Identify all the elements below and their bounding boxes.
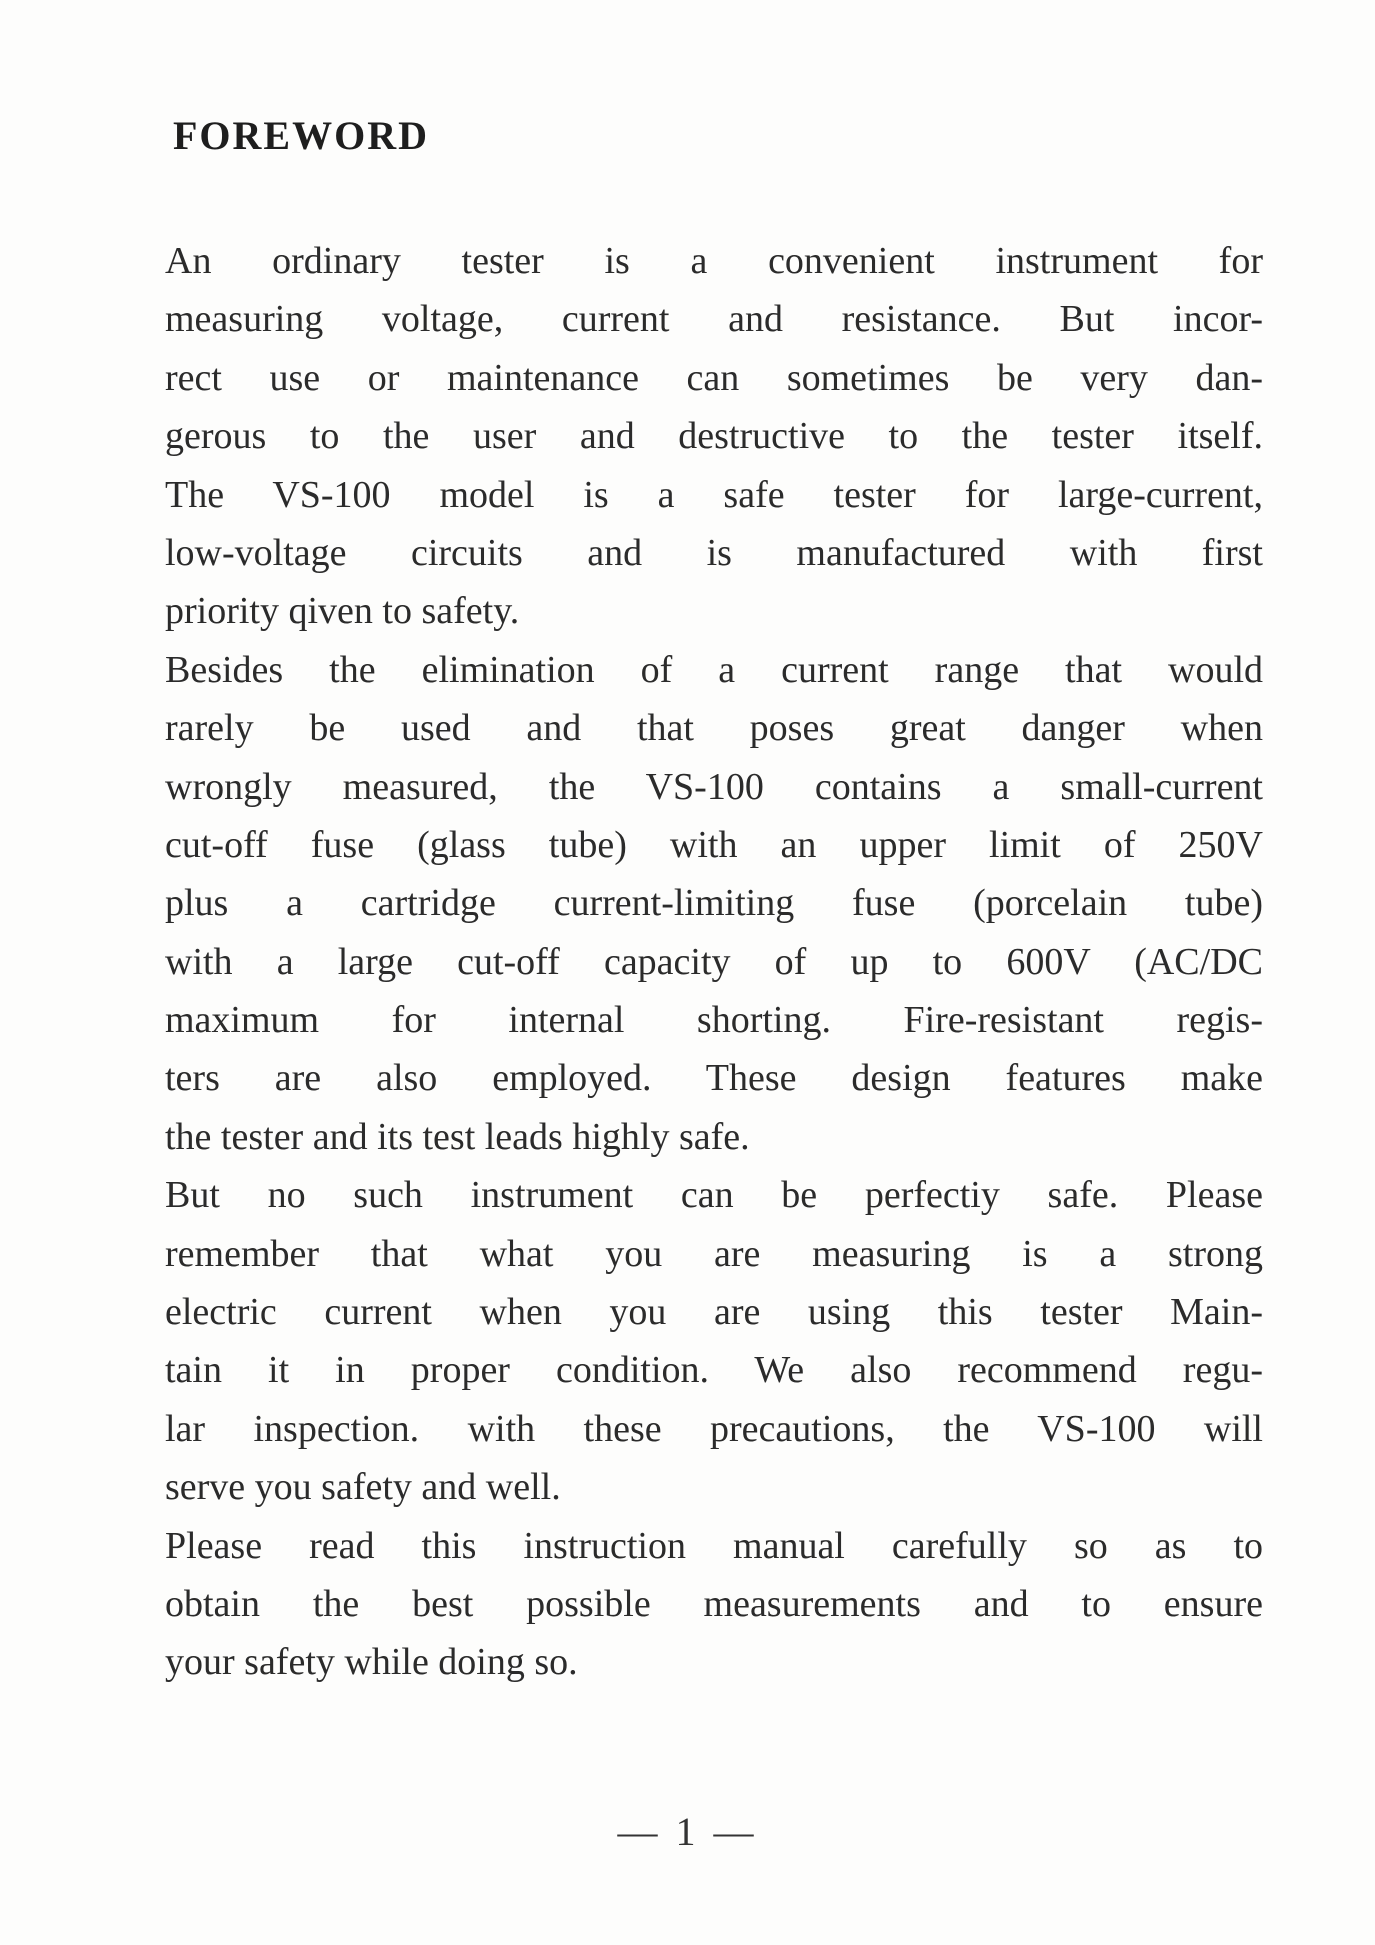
text-line: tain it in proper condition. We also recommend regu- (165, 1349, 1263, 1392)
text-line: wrongly measured, the VS-100 contains a small-current (165, 765, 1263, 808)
text-line: electric current when you are using this tester Main- (165, 1291, 1263, 1334)
text-line: the tester and its test leads highly safe. (165, 1115, 750, 1158)
text-line: your safety while doing so. (165, 1641, 578, 1684)
text-line: measuring voltage, current and resistance. But incor- (165, 298, 1263, 341)
text-line: serve you safety and well. (165, 1466, 561, 1509)
text-line: Please read this instruction manual carefully so as to (165, 1524, 1263, 1567)
text-line: plus a cartridge current-limiting fuse (porcelain tube) (165, 882, 1263, 925)
text-line: remember that what you are measuring is a strong (165, 1232, 1263, 1275)
text-line: cut-off fuse (glass tube) with an upper limit of 250V (165, 823, 1263, 866)
text-line: gerous to the user and destructive to the tester itself. (165, 415, 1263, 458)
text-line: priority qiven to safety. (165, 590, 520, 633)
page-title: FOREWORD (173, 113, 429, 158)
text-line: An ordinary tester is a convenient instrument for (165, 240, 1263, 282)
text-line: rect use or maintenance can sometimes be very dan- (165, 356, 1263, 399)
text-line: ters are also employed. These design features make (165, 1057, 1263, 1100)
text-line: maximum for internal shorting. Fire-resistant regis- (165, 999, 1263, 1042)
foreword-body (165, 232, 1263, 1692)
text-line: lar inspection. with these precautions, the VS-100 will (165, 1407, 1263, 1450)
text-line: low-voltage circuits and is manufactured with first (165, 531, 1263, 574)
text-line: rarely be used and that poses great danger when (165, 707, 1263, 750)
paragraph-4 (165, 1517, 1263, 1692)
text-line: Besides the elimination of a current range that would (165, 648, 1263, 691)
text-line: But no such instrument can be perfectiy safe. Please (165, 1174, 1263, 1217)
paragraph-3 (165, 1166, 1263, 1516)
paragraph-2 (165, 641, 1263, 1167)
page-number: — 1 — (617, 1809, 758, 1854)
text-line: with a large cut-off capacity of up to 600V (AC/DC (165, 940, 1263, 983)
text-line: The VS-100 model is a safe tester for large-current, (165, 473, 1263, 516)
text-line: obtain the best possible measurements and to ensure (165, 1582, 1263, 1625)
paragraph-1 (165, 232, 1263, 641)
